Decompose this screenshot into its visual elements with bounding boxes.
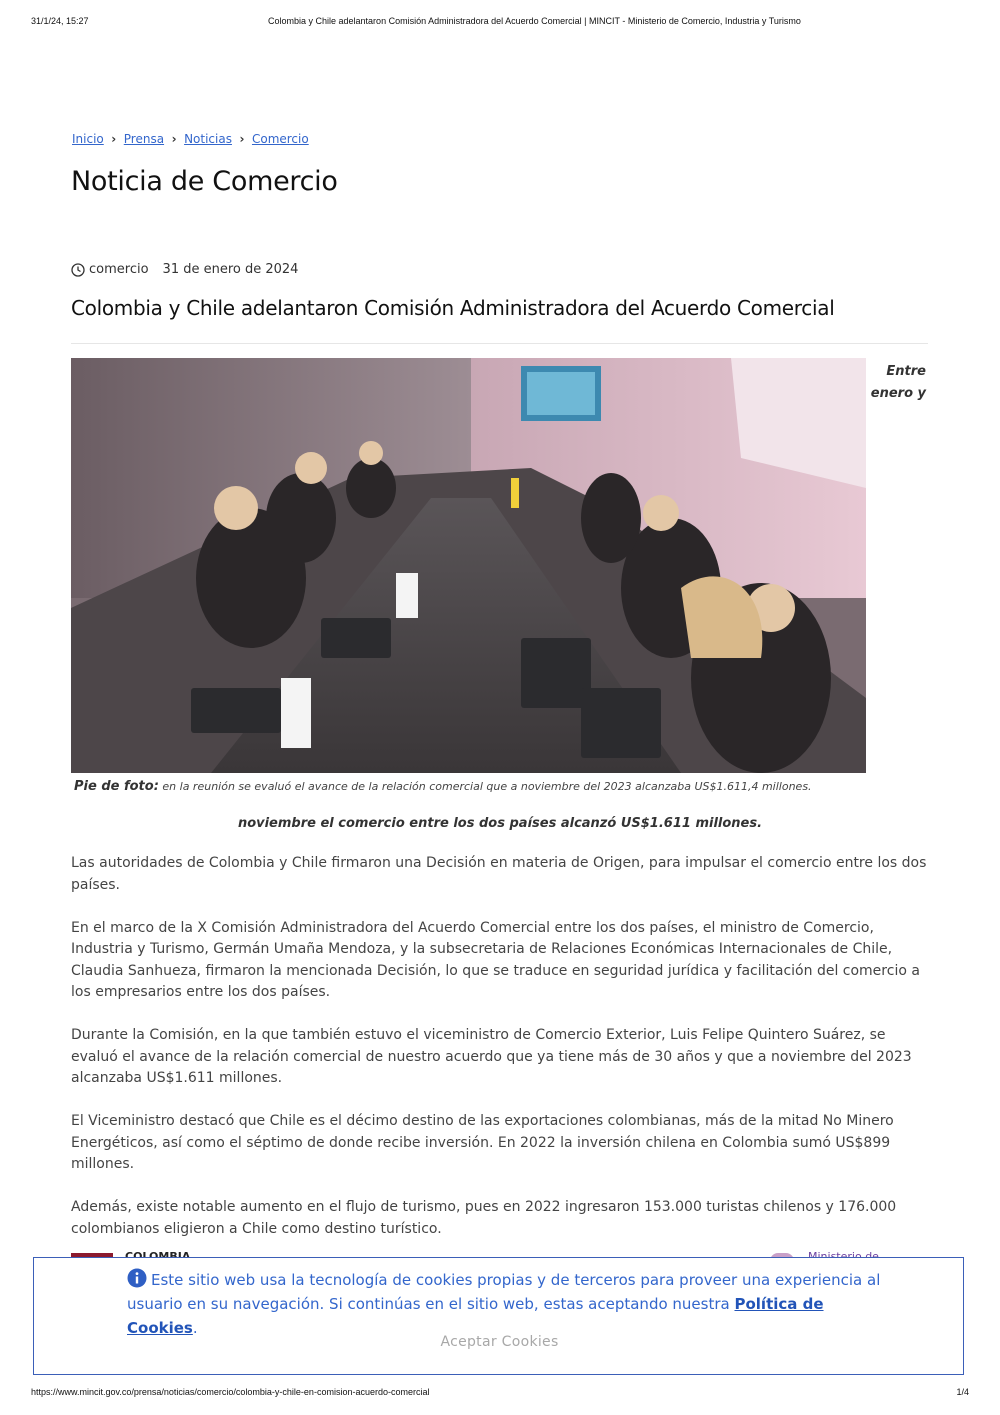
article-paragraph: En el marco de la X Comisión Administradora del Acuerdo Comercial entre los dos países, el ministro de Comercio, Industria y Turismo, Germán Umaña Mendoza, y la subsecretaria de Relaciones Económicas Internacionales de Chile, Claudia Sanhueza, firmaron la mencionada Decisión, lo que se traduce en seguridad jurídica y facilitación del comercio a los empresarios entre los dos países. xyxy=(71,919,920,1000)
cookie-text: Este sitio web usa la tecnología de cookies propias y de terceros para proveer una experiencia al usuario en su navegación. Si continúas en el sitio web, estas aceptando nuestra xyxy=(127,1271,881,1313)
info-icon xyxy=(127,1268,147,1288)
article-paragraph: Las autoridades de Colombia y Chile firmaron una Decisión en materia de Origen, para impulsar el comercio entre los dos países. xyxy=(71,855,927,893)
print-title: Colombia y Chile adelantaron Comisión Administradora del Acuerdo Comercial | MINCIT - Ministerio de Comercio, Industria y Turismo xyxy=(268,16,801,26)
article-paragraph: Durante la Comisión, en la que también estuvo el viceministro de Comercio Exterior, Luis Felipe Quintero Suárez, se evaluó el avance de la relación comercial de nuestro acuerdo que ya tiene más de 30 años y que a noviembre del 2023 alcanzaba US$1.611 millones. xyxy=(71,1027,912,1086)
caption-text: en la reunión se evaluó el avance de la relación comercial que a noviembre del 2023 alcanzaba US$1.611,4 millones. xyxy=(162,780,812,793)
cookie-message xyxy=(127,1268,887,1340)
print-datetime: 31/1/24, 15:27 xyxy=(31,16,89,26)
breadcrumb-comercio[interactable]: Comercio xyxy=(251,132,309,146)
chevron-right-icon: › xyxy=(111,132,117,146)
cookie-text-end: . xyxy=(192,1319,198,1337)
article-headline: Colombia y Chile adelantaron Comisión Administradora del Acuerdo Comercial xyxy=(71,296,835,320)
article-body xyxy=(71,853,931,1262)
clock-icon xyxy=(71,263,85,277)
article-meta xyxy=(71,262,298,277)
article-photo xyxy=(71,358,866,773)
breadcrumb-inicio[interactable]: Inicio xyxy=(72,132,104,146)
lead-continued-text: noviembre el comercio entre los dos países alcanzó US$1.611 millones. xyxy=(237,816,763,831)
chevron-right-icon: › xyxy=(239,132,245,146)
article-category: comercio xyxy=(89,262,149,277)
photo-caption xyxy=(74,779,812,794)
page-title: Noticia de Comercio xyxy=(71,166,338,197)
cookie-policy-link[interactable]: Política de Cookies xyxy=(127,1295,824,1337)
print-page-number: 1/4 xyxy=(956,1387,969,1397)
caption-label: Pie de foto: xyxy=(74,779,159,794)
accept-cookies-button[interactable]: Aceptar Cookies xyxy=(440,1334,559,1350)
article-paragraph: El Viceministro destacó que Chile es el décimo destino de las exportaciones colombianas, más de la mitad No Minero Energéticos, así como el séptimo de donde recibe inversión. En 2022 la inversión chilena en Colombia sumó US$899 millones. xyxy=(71,1113,894,1172)
lead-side-text: Entre enero y xyxy=(870,364,926,401)
meeting-photo xyxy=(71,358,866,773)
chevron-right-icon: › xyxy=(171,132,177,146)
breadcrumb-noticias[interactable]: Noticias xyxy=(184,132,232,146)
print-url: https://www.mincit.gov.co/prensa/noticias/comercio/colombia-y-chile-en-comision-acuerdo-comercial xyxy=(31,1387,430,1397)
breadcrumb-prensa[interactable]: Prensa xyxy=(123,132,165,146)
divider xyxy=(71,343,928,344)
cookie-banner xyxy=(33,1257,964,1375)
article-paragraph: Además, existe notable aumento en el flujo de turismo, pues en 2022 ingresaron 153.000 turistas chilenos y 176.000 colombianos eligieron a Chile como destino turístico. xyxy=(71,1199,897,1237)
article-date: 31 de enero de 2024 xyxy=(162,262,299,277)
breadcrumb xyxy=(72,132,309,146)
